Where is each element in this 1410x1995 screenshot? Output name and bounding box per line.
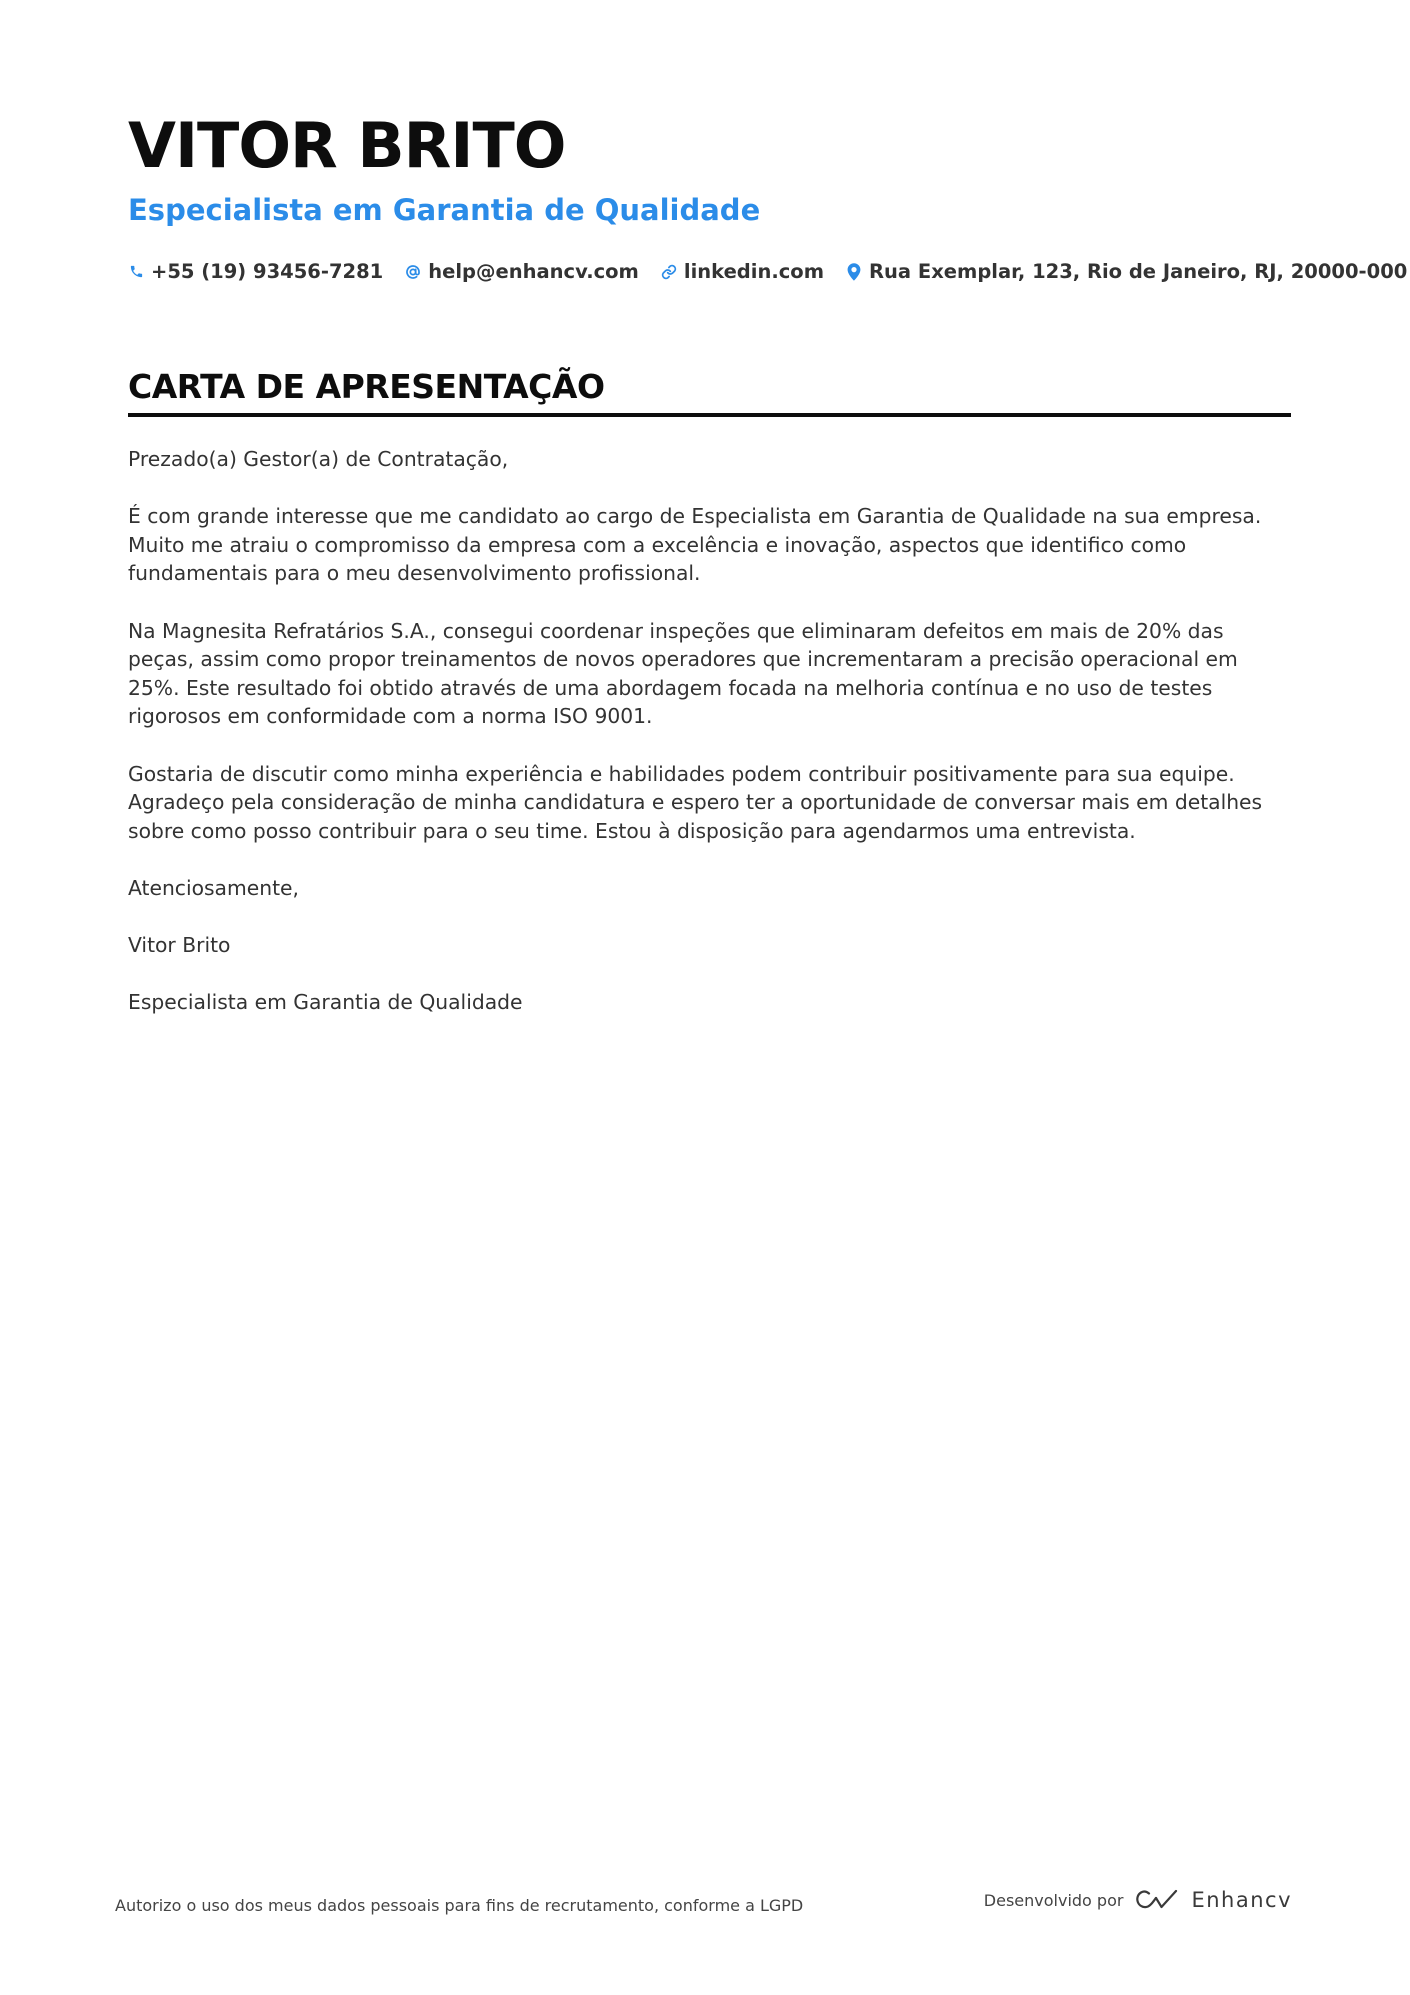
contact-bar <box>128 260 1408 283</box>
link-icon <box>661 262 677 282</box>
letter-paragraph: Na Magnesita Refratários S.A., consegui coordenar inspeções que eliminaram defeitos em mais de 20% das peças, assim como propor treinamentos de novos operadores que incrementaram a precisão operacional em 25%. Este resultado foi obtido através de uma abordagem focada na melhoria contínua e no uso de testes rigorosos em conformidade com a norma ISO 9001. <box>128 618 1238 729</box>
at-icon <box>405 262 421 282</box>
phone-icon <box>128 262 144 282</box>
powered-by[interactable] <box>984 1888 1292 1912</box>
letter-body <box>128 445 1291 1017</box>
powered-by-label: Desenvolvido por <box>983 1890 1124 1910</box>
contact-phone[interactable] <box>128 260 383 283</box>
contact-phone-text: +55 (19) 93456-7281 <box>151 260 384 283</box>
letter-paragraph: Gostaria de discutir como minha experiência e habilidades podem contribuir positivamente para sua equipe. Agradeço pela consideração de minha candidatura e espero ter a oportunidade de conversar mais em detalhes sobre como posso contribuir para o seu time. Estou à disposição para agendarmos uma entrevista. <box>128 761 1263 843</box>
location-pin-icon <box>846 262 862 282</box>
consent-note: Autorizo o uso dos meus dados pessoais para fins de recrutamento, conforme a LGPD <box>115 1896 804 1915</box>
cover-letter-section <box>128 365 1291 1045</box>
letter-paragraph: É com grande interesse que me candidato ao cargo de Especialista em Garantia de Qualidade na sua empresa. Muito me atraiu o compromisso da empresa com a excelência e inovação, aspectos que identifico como fundamentais para o meu desenvolvimento profissional. <box>128 504 1262 586</box>
candidate-name: VITOR BRITO <box>128 109 566 182</box>
contact-address-text: Rua Exemplar, 123, Rio de Janeiro, RJ, 20000-000 <box>869 260 1408 283</box>
enhancv-logo-icon <box>1135 1888 1179 1912</box>
brand-name: Enhancv <box>1191 1888 1292 1912</box>
section-title: CARTA DE APRESENTAÇÃO <box>128 367 605 406</box>
contact-address <box>846 260 1407 283</box>
signature-title: Especialista em Garantia de Qualidade <box>128 990 523 1015</box>
job-title: Especialista em Garantia de Qualidade <box>128 193 761 227</box>
contact-linkedin-text: linkedin.com <box>683 260 825 283</box>
header <box>128 109 1408 283</box>
contact-email-text: help@enhancv.com <box>428 260 639 283</box>
section-divider <box>128 413 1291 417</box>
letter-closing: Atenciosamente, <box>128 875 299 900</box>
contact-email[interactable] <box>405 260 639 283</box>
letter-greeting: Prezado(a) Gestor(a) de Contratação, <box>128 447 509 471</box>
signature-name: Vitor Brito <box>128 933 231 958</box>
contact-linkedin[interactable] <box>661 260 824 283</box>
